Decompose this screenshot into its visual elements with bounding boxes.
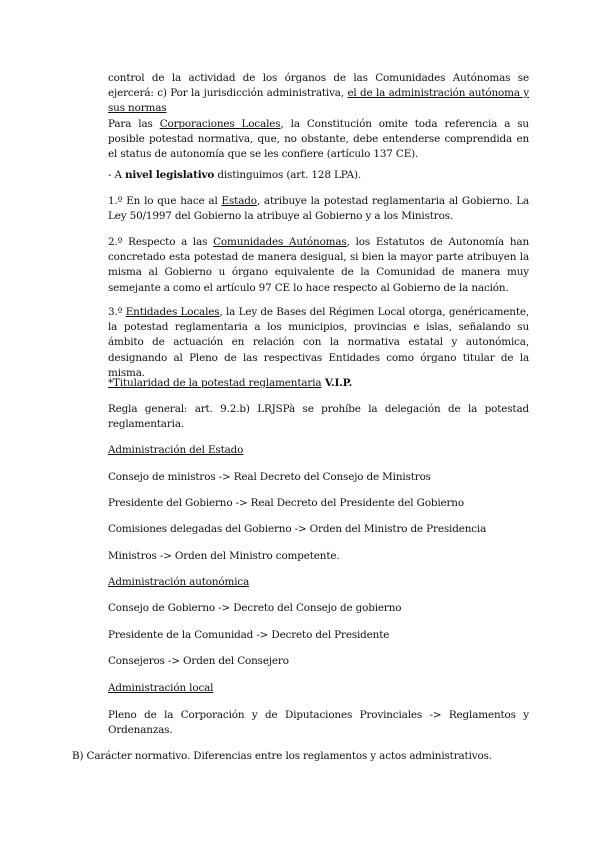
- underlined-text: Comunidades Autónomas: [213, 236, 347, 248]
- paragraph-entidades-locales: 3.º Entidades Locales, la Ley de Bases del Régimen Local otorga, genéricamente, la potestad reglamentaria a los municipios, provincias e islas, señalando su ámbito de actuación en relación con la normativa estatal y autonómica, designando al Pleno de las respectivas Entidades como órgano titular de la misma.: [108, 306, 530, 379]
- list-item: Consejo de Gobierno -> Decreto del Consejo de gobierno: [108, 602, 402, 614]
- list-item: Presidente de la Comunidad -> Decreto del Presidente: [108, 629, 390, 641]
- paragraph-comunidades-autonomas: 2.º Respecto a las Comunidades Autónomas, los Estatutos de Autonomía han concretado esta potestad de manera desigual, si bien la mayor parte atribuyen la misma al Gobierno u órgano equivalente de la Comunidad de manera muy semejante a como el artículo 97 CE lo hace respecto al Gobierno de la nación.: [108, 236, 529, 294]
- paragraph-regla-general: Regla general: art. 9.2.b) LRJSPà se prohíbe la delegación de la potestad reglamentaria.: [108, 403, 529, 431]
- heading-administracion-autonomica: Administración autonómica: [108, 576, 250, 588]
- list-item: Ministros -> Orden del Ministro competente.: [108, 550, 340, 562]
- underlined-text: Corporaciones Locales: [159, 118, 281, 130]
- section-heading-b: B) Carácter normativo. Diferencias entre los reglamentos y actos administrativos.: [72, 750, 492, 762]
- bold-text: nivel legislativo: [125, 169, 215, 181]
- paragraph-nivel-legislativo: - A nivel legislativo distinguimos (art. 128 LPA).: [108, 169, 362, 181]
- list-item: Consejo de ministros -> Real Decreto del Consejo de Ministros: [108, 471, 431, 483]
- underlined-text: *Titularidad de la potestad reglamentaria: [108, 377, 322, 389]
- bold-text: V.I.P.: [321, 377, 353, 389]
- list-item: Presidente del Gobierno -> Real Decreto del Presidente del Gobierno: [108, 497, 464, 509]
- heading-titularidad: [108, 376, 529, 391]
- underlined-text: el de la administración autónoma y sus normas: [108, 87, 530, 115]
- underlined-text: Estado: [221, 195, 257, 207]
- underlined-text: Entidades Locales: [125, 306, 220, 318]
- paragraph-control-actividad: [108, 71, 529, 117]
- list-item: Comisiones delegadas del Gobierno -> Orden del Ministro de Presidencia: [108, 523, 487, 535]
- heading-administracion-estado: Administración del Estado: [108, 444, 244, 456]
- heading-administracion-local: Administración local: [108, 682, 214, 694]
- paragraph-pleno: Pleno de la Corporación y de Diputaciones Provinciales -> Reglamentos y Ordenanzas.: [108, 709, 529, 737]
- paragraph-estado: 1.º En lo que hace al Estado, atribuye la potestad reglamentaria al Gobierno. La Ley 50/1997 del Gobierno la atribuye al Gobierno y a los Ministros.: [108, 195, 529, 223]
- paragraph-text: control de la actividad de los órganos de las Comunidades Autónomas se ejercerá: c) Por la jurisdicción administrativa,: [108, 72, 529, 100]
- list-item: Consejeros -> Orden del Consejero: [108, 655, 289, 667]
- paragraph-corporaciones-locales: Para las Corporaciones Locales, la Constitución omite toda referencia a su posible potestad normativa, que, no obstante, debe entenderse comprendida en el status de autonomía que se les confiere (artículo 137 CE).: [108, 118, 529, 161]
